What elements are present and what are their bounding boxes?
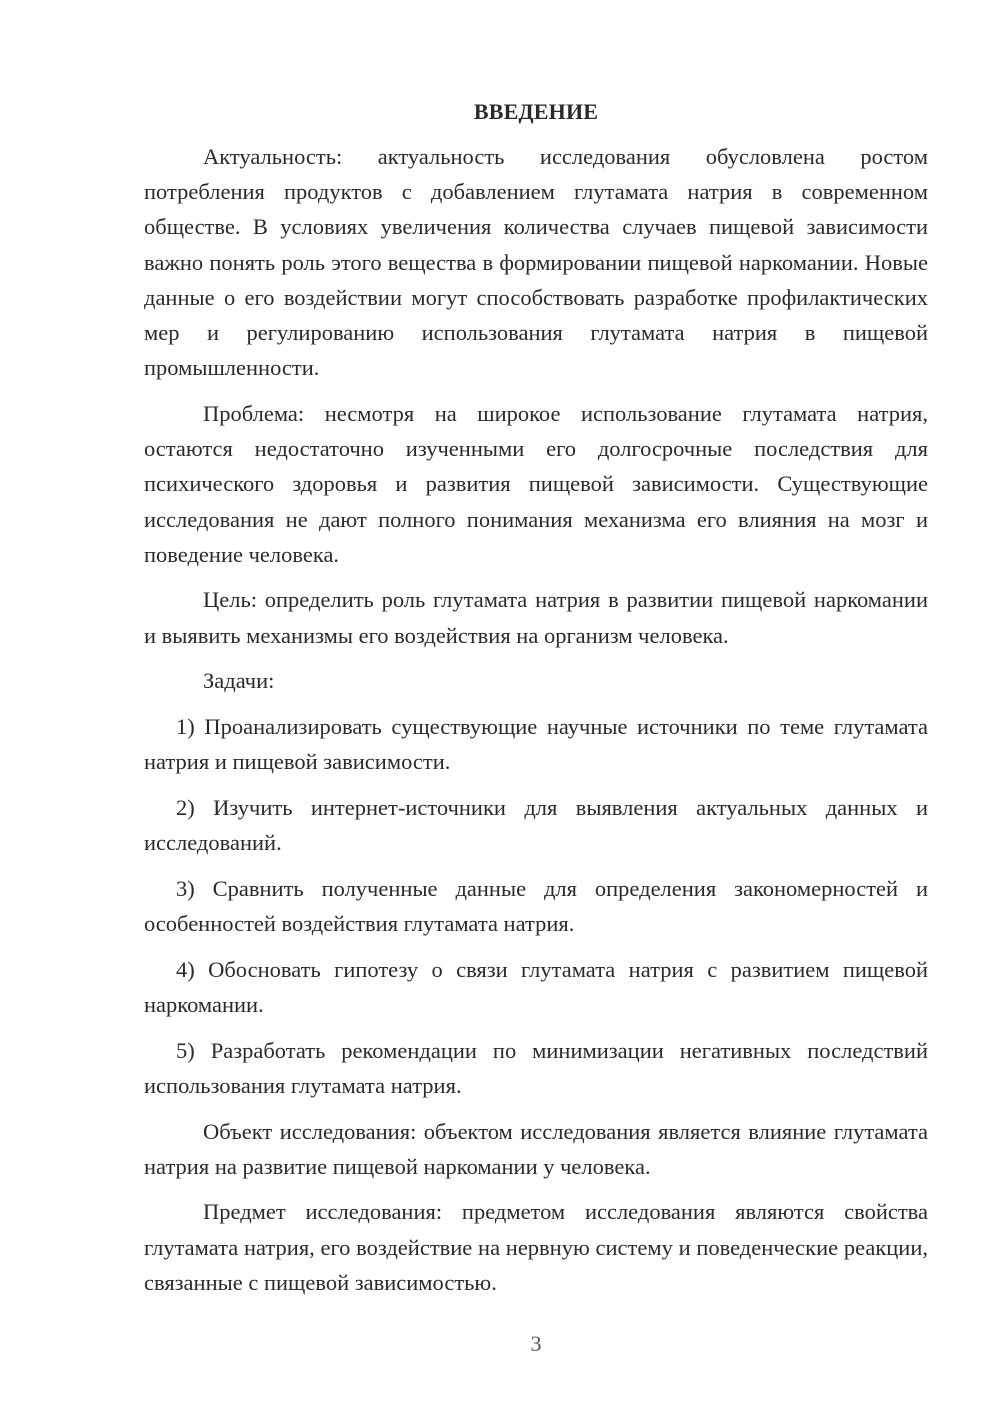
page-number: 3 — [530, 1331, 542, 1356]
object-paragraph: Объект исследования: объектом исследования является влияние глутамата натрия на развитие пищевой наркомании у человека. — [144, 1118, 928, 1179]
task-item: 5) Разработать рекомендации по минимизации негативных последствий использования глутамата натрия. — [144, 1037, 928, 1098]
tasks-heading: Задачи: — [203, 668, 275, 694]
subject-paragraph: Предмет исследования: предметом исследования являются свойства глутамата натрия, его воздействие на нервную систему и поведенческие реакции, связанные с пищевой зависимостью. — [144, 1199, 928, 1295]
page-content — [144, 94, 928, 1311]
task-item: 4) Обосновать гипотезу о связи глутамата натрия с развитием пищевой наркомании. — [144, 956, 928, 1017]
task-item: 3) Сравнить полученные данные для определения закономерностей и особенностей воздействия глутамата натрия. — [144, 875, 928, 937]
relevance-paragraph: Актуальность: актуальность исследования обусловлена ростом потребления продуктов с добавлением глутамата натрия в современном обществе. В условиях увеличения количества случаев пищевой зависимости важно понять роль этого вещества в формировании пищевой наркомании. Новые данные о его воздействии могут способствовать разработке профилактических мер и регулированию использования глутамата натрия в пищевой промышленности. — [144, 144, 928, 381]
goal-paragraph: Цель: определить роль глутамата натрия в развитии пищевой наркомании и выявить механизмы его воздействия на организм человека. — [144, 587, 928, 648]
task-item: 1) Проанализировать существующие научные источники по теме глутамата натрия и пищевой зависимости. — [144, 714, 928, 775]
task-item: 2) Изучить интернет-источники для выявления актуальных данных и исследований. — [144, 794, 928, 856]
page-title: ВВЕДЕНИЕ — [473, 99, 599, 124]
problem-paragraph: Проблема: несмотря на широкое использование глутамата натрия, остаются недостаточно изученными его долгосрочные последствия для психического здоровья и развития пищевой зависимости. Существующие исследования не дают полного понимания механизма его влияния на мозг и поведение человека. — [144, 400, 928, 567]
